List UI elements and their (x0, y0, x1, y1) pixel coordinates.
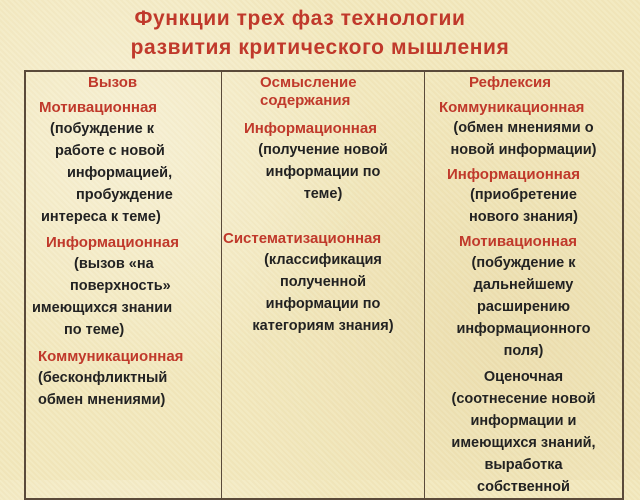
description-line: интереса к теме) (41, 209, 161, 225)
column-header-line: Осмысление (260, 74, 357, 91)
function-informational: Информационная (244, 120, 377, 137)
page-title (0, 4, 640, 62)
description-line: по теме) (64, 322, 125, 338)
column-comprehension (222, 72, 425, 498)
description-line: информации и (470, 413, 577, 429)
description-line: выработка (484, 457, 563, 473)
function-systematization: Систематизационная (223, 230, 382, 247)
description-informational (26, 253, 221, 341)
column-header-comprehension (222, 74, 424, 110)
description-line: (побуждение к (471, 255, 576, 271)
description-line: работе с новой (55, 143, 165, 159)
description-motivational (26, 118, 221, 228)
function-communicative: Коммуникационная (439, 99, 585, 116)
column-header-challenge: Вызов (88, 74, 138, 91)
description-line: (обмен мнениями о (453, 120, 594, 136)
column-reflection (425, 72, 622, 498)
phases-table (24, 70, 624, 500)
description-line: информации по (265, 296, 381, 312)
description-line: имеющихся знании (32, 300, 173, 316)
description-line: поля) (503, 343, 544, 359)
description-line: информационного (456, 321, 591, 337)
description-line: расширению (477, 299, 570, 315)
description-line: теме) (303, 186, 343, 202)
description-line: (бесконфликтный (38, 370, 168, 386)
description-motivational (425, 252, 622, 362)
description-systematization (222, 249, 424, 337)
description-communicative (26, 367, 221, 411)
description-line: нового знания) (469, 209, 578, 225)
description-line: поверхность» (70, 278, 171, 294)
description-informational (222, 139, 424, 205)
description-line: (классификация (264, 252, 382, 268)
description-line: (соотнесение новой (451, 391, 596, 407)
description-line: дальнейшему (473, 277, 574, 293)
function-communicative: Коммуникационная (38, 348, 184, 365)
description-line: пробуждение (76, 187, 173, 203)
description-evaluative (425, 366, 622, 498)
function-informational: Информационная (447, 166, 580, 183)
description-line: (побуждение к (50, 121, 155, 137)
description-line: имеющихся знаний, (451, 435, 596, 451)
column-header-line: содержания (260, 92, 351, 109)
description-line: обмен мнениями) (38, 392, 166, 408)
description-line: категориям знания) (252, 318, 394, 334)
function-evaluative: Оценочная (483, 369, 564, 385)
description-line: полученной (279, 274, 367, 290)
description-line: (получение новой (258, 142, 388, 158)
function-informational: Информационная (46, 234, 179, 251)
description-line: новой информации) (450, 142, 597, 158)
description-line: собственной (477, 479, 570, 495)
description-line: (вызов «на (74, 256, 154, 272)
function-motivational: Мотивационная (39, 99, 158, 116)
description-informational (425, 184, 622, 228)
title-line-1: Функции трех фаз технологии (134, 7, 466, 30)
description-line: информации по (265, 164, 381, 180)
column-challenge (26, 72, 222, 498)
description-line: (приобретение (470, 187, 577, 203)
title-line-2: развития критического мышления (130, 36, 510, 59)
column-header-reflection: Рефлексия (469, 74, 552, 91)
function-motivational: Мотивационная (459, 233, 578, 250)
description-line: информацией, (67, 165, 173, 181)
description-communicative (425, 117, 622, 161)
